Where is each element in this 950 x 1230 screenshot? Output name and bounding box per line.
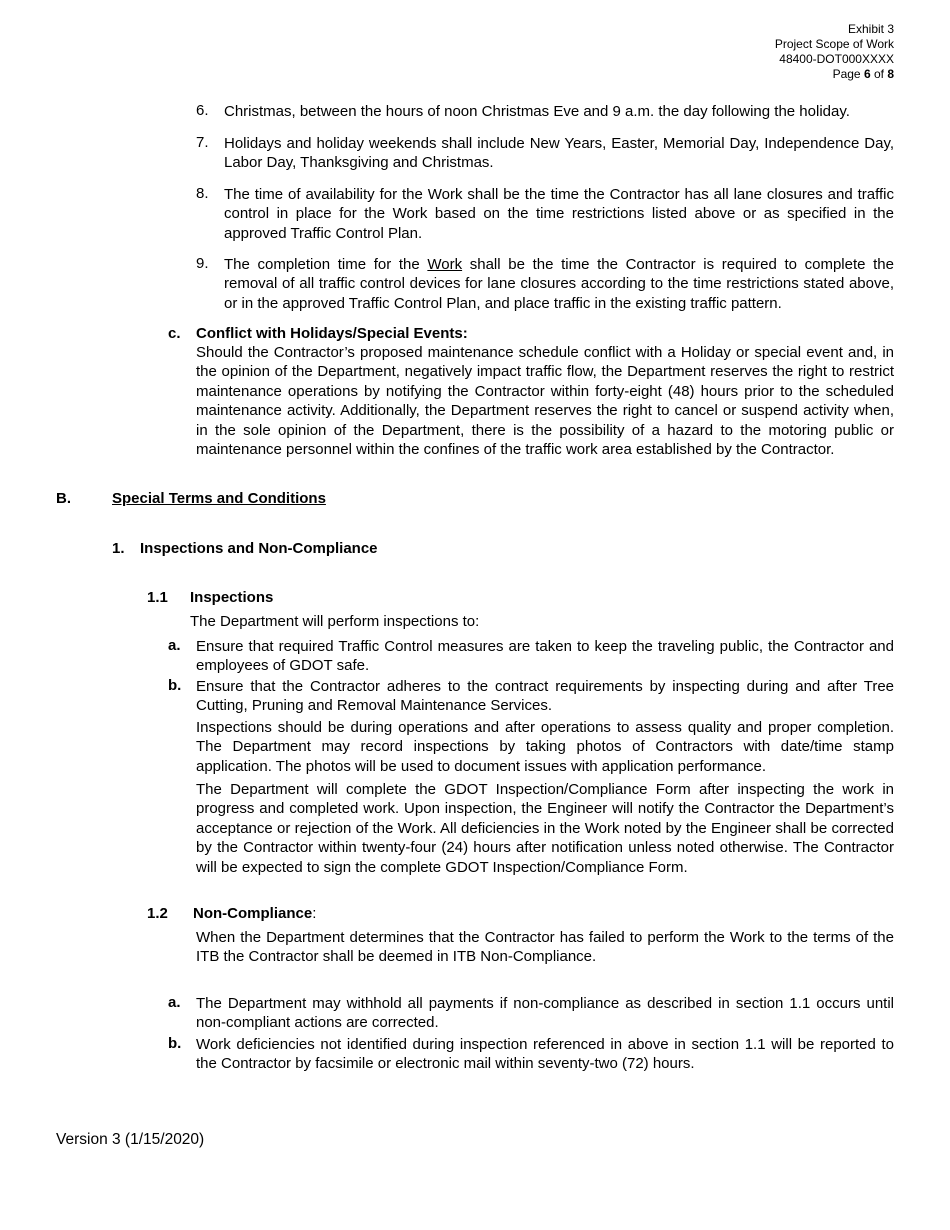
- section-c-heading: Conflict with Holidays/Special Events:: [196, 325, 468, 342]
- non-compliance-item-b-text: Work deficiencies not identified during inspection referenced in above in section 1.1 will be reported to the Contractor by facsimile or electronic mail within seventy-two (72) hours.: [196, 1036, 894, 1073]
- non-compliance-item-a-text: The Department may withhold all payments if non-compliance as described in section 1.1 occurs until non-compliant actions are corrected.: [196, 995, 894, 1032]
- subsection-1-heading: Inspections and Non-Compliance: [140, 540, 378, 557]
- section-b-heading: Special Terms and Conditions: [112, 490, 326, 507]
- item-9-number: 9.: [196, 255, 209, 272]
- page-number: Page 6 of 8: [832, 67, 894, 81]
- inspections-paragraph-2: The Department will complete the GDOT Inspection/Compliance Form after inspecting the work in progress and completed work. Upon inspection, the Engineer will notify the Contractor the Department’s acceptance or rejection of the Work. All deficiencies in the Work noted by the Engineer shall be corrected by the Contractor within twenty-four (24) hours after notification unless noted otherwise. The Contractor will be expected to sign the complete GDOT Inspection/Compliance Form.: [196, 781, 894, 876]
- exhibit-label: Exhibit 3: [847, 22, 894, 36]
- non-compliance-item-a-letter: a.: [168, 994, 181, 1011]
- inspections-item-b-text: Ensure that the Contractor adheres to the contract requirements by inspecting during and after Tree Cutting, Pruning and Removal Maintenance Services.: [196, 678, 894, 715]
- item-6-number: 6.: [196, 102, 209, 119]
- inspections-intro: The Department will perform inspections to:: [190, 613, 480, 630]
- item-9-text: The completion time for the Work shall be the time the Contractor is required to complete the removal of all traffic control devices for lane closures according to the time restrictions stated above, or in the approved Traffic Control Plan, and place traffic in the existing traffic pattern.: [224, 256, 894, 312]
- inspections-paragraph-1: Inspections should be during operations and after operations to assess quality and proper completion. The Department may record inspections by taking photos of Contractors with date/time stamp application. The photos will be used to document issues with application performance.: [196, 719, 894, 775]
- document-title: Project Scope of Work: [774, 37, 894, 51]
- page-current: 6: [863, 67, 871, 81]
- page-total: 8: [887, 67, 894, 81]
- page-header: [775, 22, 894, 82]
- item-6-text: Christmas, between the hours of noon Christmas Eve and 9 a.m. the day following the holiday.: [224, 103, 850, 120]
- inspections-item-a-letter: a.: [168, 637, 181, 654]
- section-b-letter: B.: [56, 490, 71, 507]
- subsection-1-1-heading: Inspections: [190, 589, 274, 606]
- work-underlined: Work: [427, 256, 463, 273]
- section-c-letter: c.: [168, 325, 181, 342]
- subsection-1-1-number: 1.1: [147, 589, 168, 606]
- item-8-number: 8.: [196, 185, 209, 202]
- subsection-1-number: 1.: [112, 540, 125, 557]
- subsection-1-2-number: 1.2: [147, 905, 168, 922]
- contract-number: 48400-DOT000XXXX: [779, 52, 894, 66]
- inspections-item-b-letter: b.: [168, 677, 182, 694]
- version-footer: Version 3 (1/15/2020): [56, 1131, 205, 1148]
- inspections-item-a-text: Ensure that required Traffic Control measures are taken to keep the traveling public, the Contractor and employees of GDOT safe.: [196, 638, 894, 675]
- item-7-number: 7.: [196, 134, 209, 151]
- item-7-text: Holidays and holiday weekends shall include New Years, Easter, Memorial Day, Independence Day, Labor Day, Thanksgiving and Christmas.: [224, 135, 894, 172]
- non-compliance-intro: When the Department determines that the Contractor has failed to perform the Work to the terms of the ITB the Contractor shall be deemed in ITB Non-Compliance.: [196, 929, 894, 966]
- non-compliance-item-b-letter: b.: [168, 1035, 182, 1052]
- subsection-1-2-heading: Non-Compliance:: [193, 905, 317, 922]
- item-8-text: The time of availability for the Work shall be the time the Contractor has all lane closures and traffic control in place for the Work based on the time restrictions listed above or as specified in the approved Traffic Control Plan.: [224, 186, 894, 242]
- section-c-body: Should the Contractor’s proposed maintenance schedule conflict with a Holiday or special event and, in the opinion of the Department, negatively impact traffic flow, the Department reserves the right to restrict maintenance operations by notifying the Contractor within forty-eight (48) hours prior to the scheduled maintenance activity. Additionally, the Department reserves the right to cancel or suspend activity when, in the sole opinion of the Department, there is the possibility of a hazard to the motoring public or maintenance personnel within the confines of the traffic work area established by the Contractor.: [196, 344, 894, 459]
